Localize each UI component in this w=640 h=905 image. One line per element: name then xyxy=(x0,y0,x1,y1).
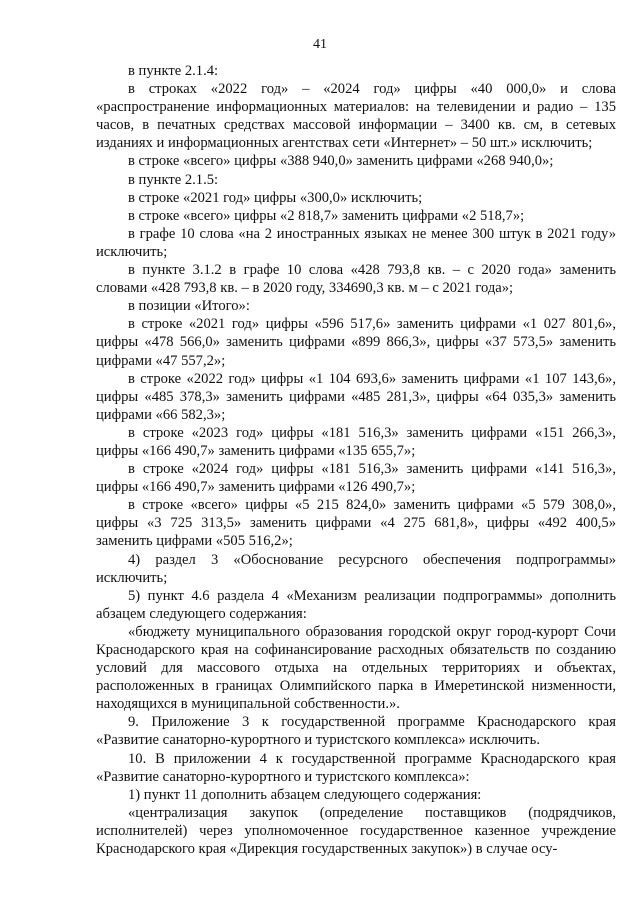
paragraph-point-11: 1) пункт 11 дополнить абзацем следующего содержания: xyxy=(128,786,482,803)
paragraph-row-2021: в строке «2021 год» цифры «300,0» исключить; xyxy=(128,189,423,206)
paragraph-item-9: 9. Приложение 3 к государственной программе Краснодарского края «Развитие санаторно-курортного и туристского комплекса» исключить. xyxy=(96,714,616,749)
paragraph-row-2021: в строке «2021 год» цифры «596 517,6» заменить цифрами «1 027 801,6», цифры «478 566,0» заменить цифрами «899 866,3», цифры «37 573,5» заменить цифрами «47 557,2»; xyxy=(96,316,616,369)
page-number: 41 xyxy=(313,37,327,52)
document-body xyxy=(96,62,616,858)
paragraph-point-3-1-2: в пункте 3.1.2 в графе 10 слова «428 793,8 кв. – с 2020 года» заменить словами «428 793,8 кв. – в 2020 году, 334690,3 кв. м – с 2021 года»; xyxy=(96,262,616,297)
paragraph-item-5: 5) пункт 4.6 раздела 4 «Механизм реализации подпрограммы» дополнить абзацем следующего содержания: xyxy=(96,587,616,622)
paragraph-rows-2022-2024: в строках «2022 год» – «2024 год» цифры «40 000,0» и слова «распространение информационных материалов: на телевидении и радио – 135 часов, в печатных средствах массовой информации – 3400 кв. см, в сетевых изданиях и информационных агентствах сети «Интернет» – 50 шт.» исключить; xyxy=(96,81,616,152)
paragraph-position-total: в позиции «Итого»: xyxy=(128,298,250,315)
paragraph-item-4: 4) раздел 3 «Обоснование ресурсного обеспечения подпрограммы» исключить; xyxy=(96,551,616,586)
paragraph-quoted-addition: «бюджету муниципального образования городской округ город-курорт Сочи Краснодарского края на софинансирование расходных обязательств по созданию условий для массового отдыха на отдельных территориях и объектах, расположенных в границах Олимпийского парка в Имеретинской низменности, находящихся в муниципальной собственности.». xyxy=(96,623,616,713)
paragraph-row-2024: в строке «2024 год» цифры «181 516,3» заменить цифрами «141 516,3», цифры «166 490,7» заменить цифрами «126 490,7»; xyxy=(96,461,616,496)
paragraph-row-2022: в строке «2022 год» цифры «1 104 693,6» заменить цифрами «1 107 143,6», цифры «485 378,3» заменить цифрами «485 281,3», цифры «64 035,3» заменить цифрами «66 582,3»; xyxy=(96,370,616,423)
paragraph-row-total: в строке «всего» цифры «388 940,0» заменить цифрами «268 940,0»; xyxy=(128,153,554,170)
paragraph-centralized-procurement: «централизация закупок (определение поставщиков (подрядчиков, исполнителей) через уполномоченное государственное казенное учреждение Краснодарского края «Дирекция государственных закупок») в случае осу- xyxy=(96,804,616,858)
paragraph-point-2-1-4: в пункте 2.1.4: xyxy=(128,63,219,79)
paragraph-row-2023: в строке «2023 год» цифры «181 516,3» заменить цифрами «151 266,3», цифры «166 490,7» заменить цифрами «135 655,7»; xyxy=(96,424,616,459)
paragraph-row-total: в строке «всего» цифры «2 818,7» заменить цифрами «2 518,7»; xyxy=(128,207,525,224)
paragraph-column-10: в графе 10 слова «на 2 иностранных языках не менее 300 штук в 2021 году» исключить; xyxy=(96,225,616,260)
paragraph-row-total: в строке «всего» цифры «5 215 824,0» заменить цифрами «5 579 308,0», цифры «3 725 313,5» заменить цифрами «4 275 681,8», цифры «492 400,5» заменить цифрами «505 516,2»; xyxy=(96,497,616,550)
paragraph-point-2-1-5: в пункте 2.1.5: xyxy=(128,171,219,188)
paragraph-item-10: 10. В приложении 4 к государственной программе Краснодарского края «Развитие санаторно-курортного и туристского комплекса»: xyxy=(96,750,616,785)
